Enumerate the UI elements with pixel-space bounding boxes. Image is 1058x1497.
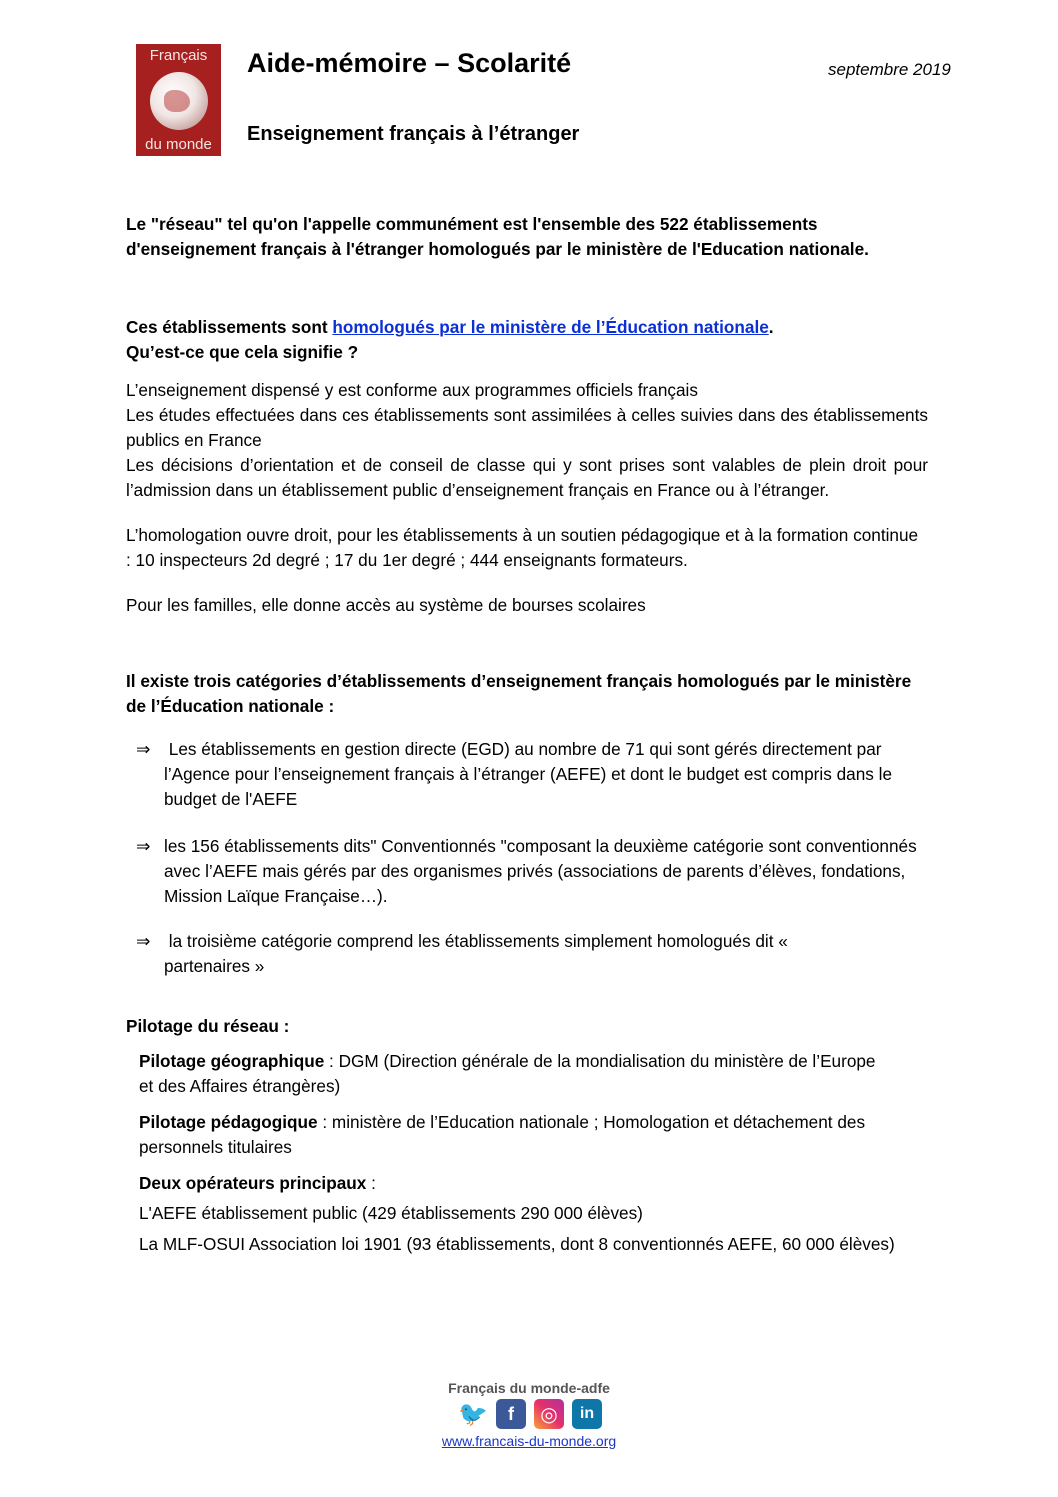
line-decisions: Les décisions d’orientation et de conseil de classe qui y sont prises sont valables de plein droit pour l’admission dans un établissement public d’enseignement français en France ou à l’étranger. <box>126 455 928 500</box>
pilotage-peda-label: Pilotage pédagogique <box>139 1112 318 1132</box>
line-programmes: L’enseignement dispensé y est conforme aux programmes officiels français <box>126 380 698 400</box>
logo-line1: Français <box>149 47 208 64</box>
document-date: septembre 2019 <box>828 60 951 79</box>
operators-heading-label: Deux opérateurs principaux <box>139 1173 367 1193</box>
website-link[interactable]: www.francais-du-monde.org <box>441 1433 617 1449</box>
intro-line-1: Le "réseau" tel qu'on l'appelle communément est l'ensemble des 522 établissements <box>126 214 818 234</box>
homologation-lead-end: . <box>768 317 774 337</box>
pilotage-geo-text: : DGM (Direction générale de la mondialisation du ministère de l’Europe et des Affaires étrangères) <box>139 1051 876 1096</box>
category-item <box>136 929 856 979</box>
category-text: la troisième catégorie comprend les établissements simplement homologués dit « partenaires » <box>164 931 788 976</box>
pilotage-geo-label: Pilotage géographique <box>139 1051 325 1071</box>
homologation-link[interactable]: homologués par le ministère de l’Éducation nationale <box>332 317 769 337</box>
category-text: Les établissements en gestion directe (EGD) au nombre de 71 qui sont gérés directement par l’Agence pour l’enseignement français à l’étranger (AEFE) et dont le budget est compris dans le budget de l'AEFE <box>164 739 893 809</box>
facebook-icon[interactable]: f <box>496 1399 526 1429</box>
homologation-lead: Ces établissements sont <box>126 317 333 337</box>
page-title: Aide-mémoire – Scolarité <box>247 48 572 78</box>
soutien-paragraph: L’homologation ouvre droit, pour les établissements à un soutien pédagogique et à la formation continue : 10 inspecteurs 2d degré ; 17 du 1er degré ; 444 enseignants formateurs. <box>126 525 919 570</box>
page-subtitle: Enseignement français à l’étranger <box>247 123 580 145</box>
category-item <box>136 834 926 909</box>
category-item <box>136 737 926 812</box>
line-etudes: Les études effectuées dans ces établissements sont assimilées à celles suivies dans des établissements publics en France <box>126 405 928 450</box>
globe-icon <box>150 72 208 130</box>
linkedin-icon[interactable]: in <box>572 1399 602 1429</box>
homologation-question: Qu’est-ce que cela signifie ? <box>126 342 359 362</box>
arrow-icon: ⇒ <box>136 931 151 951</box>
instagram-icon[interactable]: ◎ <box>534 1399 564 1429</box>
familles-paragraph: Pour les familles, elle donne accès au système de bourses scolaires <box>126 595 646 615</box>
homologation-heading <box>126 315 928 365</box>
francais-du-monde-logo <box>136 44 221 156</box>
pilotage-heading: Pilotage du réseau : <box>126 1016 290 1036</box>
operator-mlf: La MLF-OSUI Association loi 1901 (93 établissements, dont 8 conventionnés AEFE, 60 000 élèves) <box>139 1234 895 1254</box>
pilotage-pedagogique <box>139 1110 929 1160</box>
pilotage-peda-text: : ministère de l’Education nationale ; Homologation et détachement des personnels titulaires <box>139 1112 866 1157</box>
logo-line2: du monde <box>145 136 212 153</box>
operator-aefe: L'AEFE établissement public (429 établissements 290 000 élèves) <box>139 1203 643 1223</box>
pilotage-geographique <box>139 1049 879 1099</box>
operators-heading-colon: : <box>366 1173 376 1193</box>
intro-line-2: d'enseignement français à l'étranger homologués par le ministère de l'Education nationale. <box>126 239 869 259</box>
operators-heading <box>139 1171 929 1196</box>
homologation-details <box>126 378 928 503</box>
category-text: les 156 établissements dits" Conventionnés "composant la deuxième catégorie sont conventionnés avec l’AEFE mais gérés par des organismes privés (associations de parents d’élèves, fondations, Mission Laïque Française…). <box>164 836 917 906</box>
intro-paragraph <box>126 212 928 262</box>
footer-url-container <box>0 1433 1058 1449</box>
categories-heading: Il existe trois catégories d’établissements d’enseignement français homologués par le ministère de l’Éducation nationale : <box>126 671 912 716</box>
arrow-icon: ⇒ <box>136 836 151 856</box>
arrow-icon: ⇒ <box>136 739 151 759</box>
footer-org: Français du monde-adfe <box>448 1380 610 1396</box>
twitter-icon[interactable]: 🐦 <box>458 1400 488 1428</box>
social-links <box>458 1399 602 1429</box>
